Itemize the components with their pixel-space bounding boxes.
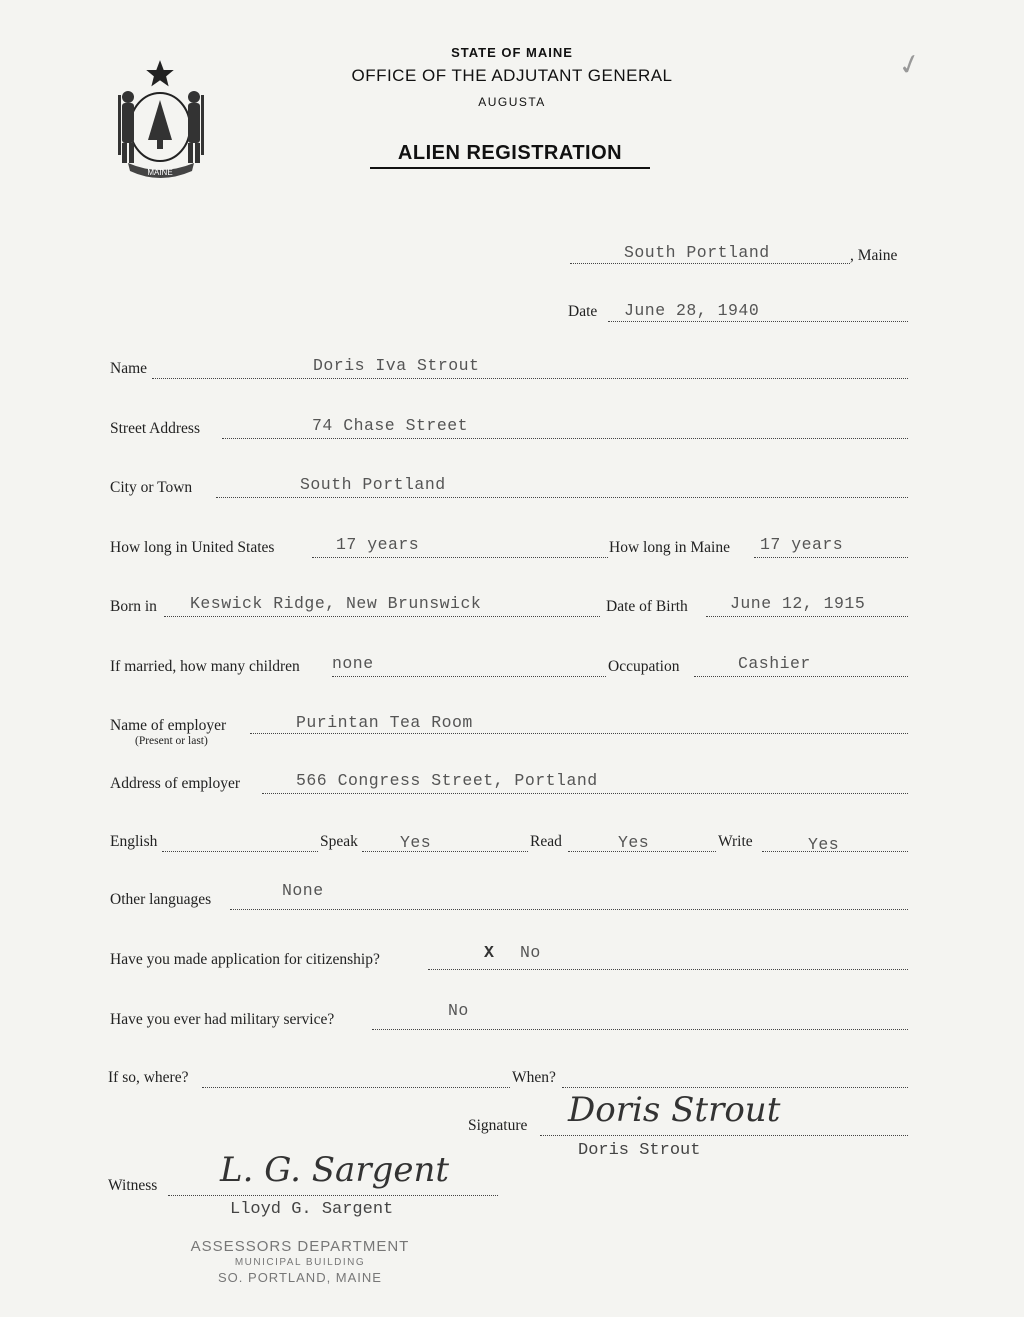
citizenship-value: No: [520, 943, 541, 962]
witness-handwritten: L. G. Sargent: [220, 1150, 450, 1190]
dob-value: June 12, 1915: [730, 594, 866, 613]
other-languages-label: Other languages: [110, 891, 212, 908]
where-when-row: [0, 1065, 1024, 1095]
military-label: Have you ever had military service?: [110, 1011, 335, 1028]
write-label: Write: [718, 833, 753, 850]
employer-address-value: 566 Congress Street, Portland: [296, 771, 598, 790]
children-value: none: [332, 654, 374, 673]
signature-handwritten: Doris Strout: [568, 1090, 781, 1130]
state-heading: STATE OF MAINE: [451, 45, 573, 60]
stamp-line-3: SO. PORTLAND, MAINE: [218, 1270, 382, 1285]
other-languages-row: [0, 881, 1024, 915]
english-label: English: [110, 833, 158, 850]
witness-label: Witness: [108, 1177, 158, 1194]
city-label: City or Town: [110, 479, 193, 496]
where-label: If so, where?: [108, 1069, 189, 1086]
military-row: [0, 1001, 1024, 1035]
children-row: [0, 654, 1024, 684]
employer-label: Name of employer: [110, 717, 227, 734]
city-row: [0, 475, 1024, 505]
employer-sublabel: (Present or last): [135, 735, 208, 747]
born-label: Born in: [110, 598, 157, 615]
speak-label: Speak: [320, 833, 358, 850]
date-value: June 28, 1940: [624, 301, 760, 320]
city-value: South Portland: [300, 475, 446, 494]
speak-value: Yes: [400, 833, 432, 852]
signature-label: Signature: [468, 1117, 528, 1134]
street-row: [0, 416, 1024, 446]
stamp-line-2: MUNICIPAL BUILDING: [234, 1257, 366, 1268]
signature-typed: Doris Strout: [578, 1141, 701, 1160]
children-label: If married, how many children: [110, 658, 300, 675]
maine-duration-label: How long in Maine: [609, 539, 730, 556]
name-value: Doris Iva Strout: [313, 356, 480, 375]
read-label: Read: [530, 833, 562, 850]
when-label: When?: [512, 1069, 556, 1086]
svg-text:MAINE: MAINE: [147, 168, 173, 177]
name-row: [0, 356, 1024, 386]
other-languages-value: None: [282, 881, 324, 900]
duration-row: [0, 535, 1024, 565]
check-mark-icon: ✓: [894, 45, 926, 84]
read-value: Yes: [618, 833, 650, 852]
form-title: ALIEN REGISTRATION: [370, 142, 650, 169]
location-row: [0, 243, 1024, 273]
occupation-value: Cashier: [738, 654, 811, 673]
citizenship-mark: X: [484, 943, 495, 962]
citizenship-label: Have you made application for citizenship?: [110, 951, 380, 968]
us-duration-label: How long in United States: [110, 539, 275, 556]
assessors-stamp: [160, 1238, 440, 1285]
born-value: Keswick Ridge, New Brunswick: [190, 594, 482, 613]
date-label: Date: [568, 303, 598, 320]
street-label: Street Address: [110, 420, 200, 437]
employer-address-row: [0, 771, 1024, 801]
write-value: Yes: [808, 835, 840, 854]
dob-label: Date of Birth: [606, 598, 688, 615]
location-value: South Portland: [624, 243, 770, 262]
birth-row: [0, 594, 1024, 624]
witness-typed: Lloyd G. Sargent: [230, 1200, 394, 1219]
city-heading: AUGUSTA: [478, 95, 546, 109]
us-duration-value: 17 years: [336, 535, 420, 554]
employer-address-label: Address of employer: [110, 775, 240, 792]
citizenship-row: [0, 945, 1024, 975]
employer-value: Purintan Tea Room: [296, 713, 473, 732]
military-value: No: [448, 1001, 469, 1020]
english-row: [0, 829, 1024, 859]
street-value: 74 Chase Street: [312, 416, 469, 435]
occupation-label: Occupation: [608, 658, 680, 675]
signature-row: [0, 1090, 1024, 1172]
office-heading: OFFICE OF THE ADJUTANT GENERAL: [351, 66, 673, 85]
maine-duration-value: 17 years: [760, 535, 844, 554]
name-label: Name: [110, 360, 148, 377]
stamp-line-1: ASSESSORS DEPARTMENT: [190, 1238, 410, 1255]
location-suffix: , Maine: [850, 247, 898, 264]
date-row: [0, 301, 1024, 331]
employer-row: [0, 713, 1024, 747]
